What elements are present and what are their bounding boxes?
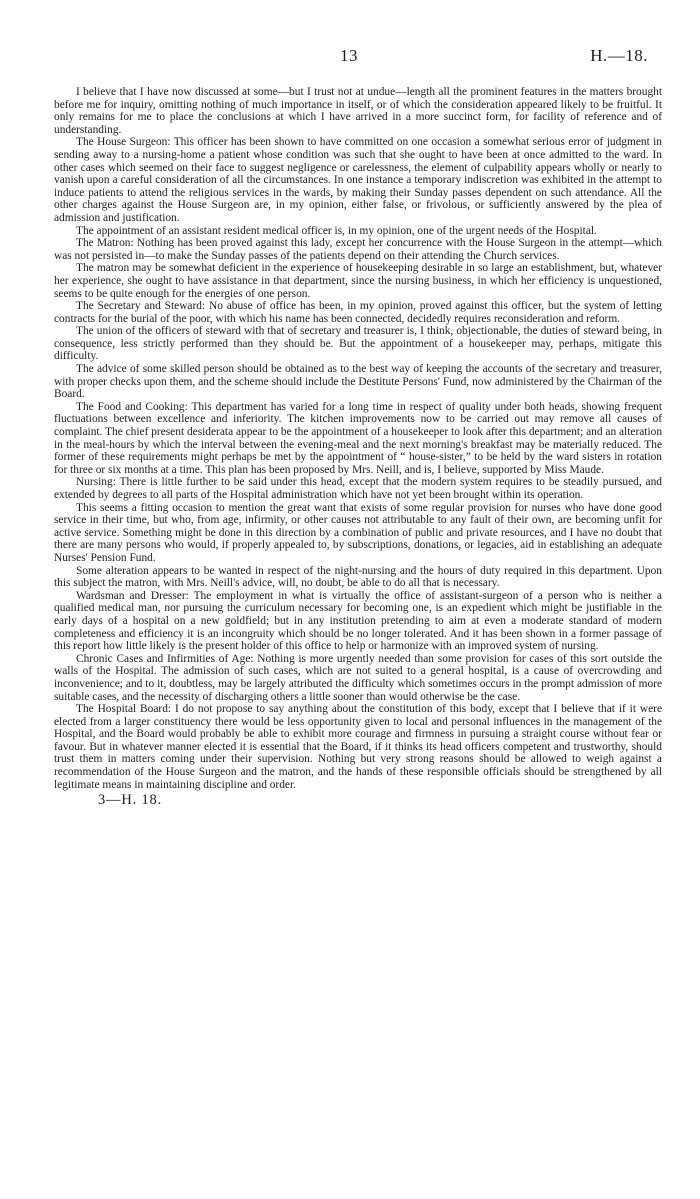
paragraph-house-surgeon: The House Surgeon: This officer has been shown to have committed on one occasion a somewhat serious error of judgment in sending away to a nursing-home a patient whose condition was such that she ought to have been at once admitted to the ward. In other cases which seemed on their face to suggest negligence or carelessness, the element of culpability appears wholly or nearly to vanish upon a careful consideration of all the circumstances. In one instance a temporary indiscretion was exhibited in the attempt to induce patients to attend the religious services in the wards, by making their Sunday passes dependent on such attendance. All the other charges against the House Surgeon are, in my opinion, either false, or frivolous, or sufficiently answered by the plea of admission and justification. (54, 136, 662, 224)
report-body (54, 86, 662, 791)
paragraph-nursing: Nursing: There is little further to be said under this head, except that the modern system requires to be steadily pursued, and extended by degrees to all parts of the Hospital administration which have not yet been brought within its operation. (54, 476, 662, 501)
paragraph-union-of-offices: The union of the officers of steward with that of secretary and treasurer is, I think, objectionable, the duties of steward being, in consequence, less strictly performed than they should be. But the appointment of a housekeeper may, perhaps, mitigate this difficulty. (54, 325, 662, 363)
page-header (54, 0, 662, 86)
paragraph-secretary-steward: The Secretary and Steward: No abuse of office has been, in my opinion, proved against this officer, but the system of letting contracts for the burial of the poor, with which his name has been connected, decidedly requires reconsideration and reform. (54, 300, 662, 325)
footer-signature: 3—H. 18. (98, 792, 162, 809)
paragraph-matron-housekeeping: The matron may be somewhat deficient in the experience of housekeeping desirable in so large an establishment, but, whatever her experience, she ought to have assistance in that department, since the nursing business, in which her efficiency is unquestioned, seems to be quite enough for the energies of one person. (54, 262, 662, 300)
paragraph-wardsman-dresser: Wardsman and Dresser: The employment in what is virtually the office of assistant-surgeon of a person who is neither a qualified medical man, nor pursuing the curriculum necessary for becoming one, is an expedient which might be justifiable in the early days of a hospital on a new goldfield; but in any institution pretending to aim at even a moderate standard of modern completeness and efficiency it is an incongruity which should be no longer tolerated. And it has been shown in a former passage of this report how little likely is the present holder of this office to help or harmonize with an improved system of nursing. (54, 589, 662, 653)
paragraph-assistant-officer: The appointment of an assistant resident medical officer is, in my opinion, one of the urgent needs of the Hospital. (76, 224, 597, 237)
paragraph-chronic-cases: Chronic Cases and Infirmities of Age: Nothing is more urgently needed than some provision for cases of this sort outside the walls of the Hospital. The admission of such cases, which are not suited to a general hospital, is a cause of overcrowding and inconvenience; and to it, doubtless, may be largely attributed the difficulty which sometimes occurs in the prompt admission of more suitable cases, and the necessity of discharging others a little sooner than would otherwise be the case. (54, 652, 662, 703)
paragraph-food-cooking: The Food and Cooking: This department has varied for a long time in respect of quality under both heads, showing frequent fluctuations between excellence and inferiority. The kitchen improvements now to be carried out may remove all causes of complaint. The chief present desiderata appear to be the appointment of a housekeeper to look after this department; and an alteration in the meal-hours by which the interval between the evening-meal and the next morning's breakfast may be materially reduced. The former of these requirements might perhaps be met by the appointment of “ house-sister,” to be held by the ward sisters in rotation for three or six months at a time. This plan has been proposed by Mrs. Neill, and is, I believe, supported by Miss Maude. (54, 400, 663, 476)
page-number: 13 (340, 46, 358, 65)
paragraph-matron: The Matron: Nothing has been proved against this lady, except her concurrence with the House Surgeon in the attempt—which was not persisted in—to make the Sunday passes of the patients depend on their attending the Church services. (54, 237, 662, 262)
document-reference: H.—18. (590, 46, 648, 65)
paragraph-night-nursing: Some alteration appears to be wanted in respect of the night-nursing and the hours of duty required in this department. Upon this subject the matron, with Mrs. Neill's advice, will, no doubt, be able to do all that is necessary. (54, 564, 662, 590)
paragraph-accounts-advice: The advice of some skilled person should be obtained as to the best way of keeping the accounts of the secretary and treasurer, with proper checks upon them, and the scheme should include the Destitute Persons' Fund, now administered by the Chairman of the Board. (54, 363, 662, 401)
paragraph-hospital-board: The Hospital Board: I do not propose to say anything about the constitution of this body, except that I believe that if it were elected from a larger constituency there would be less opportunity given to local and personal influences in the management of the Hospital, and the Board would probably be able to exhibit more courage and firmness in pursuing a straight course without fear or favour. But in whatever manner elected it is essential that the Board, if it thinks its head officers competent and trustworthy, should trust them in matters coming under their supervision. Nothing but very strong reasons should be allowed to weigh against a recommendation of the House Surgeon and the matron, and the hands of these responsible officials should be strengthened by all legitimate means in maintaining discipline and order. (54, 703, 662, 791)
paragraph-conclusion-intro: I believe that I have now discussed at some—but I trust not at undue—length all the prominent features in the matters brought before me for inquiry, omitting nothing of much importance in itself, or of which the consideration appeared likely to be fruitful. It only remains for me to place the conclusions at which I have arrived in a more succinct form, for facility of reference and of understanding. (54, 86, 662, 136)
paragraph-nurses-pension: This seems a fitting occasion to mention the great want that exists of some regular provision for nurses who have done good service in their time, but who, from age, infirmity, or other causes not attributable to any fault of their own, are becoming unfit for active service. Something might be done in this direction by a combination of public and private resources, and I have no doubt that there are many persons who would, if properly appealed to, by subscriptions, donations, or legacies, aid in establishing an adequate Nurses' Pension Fund. (54, 501, 662, 564)
